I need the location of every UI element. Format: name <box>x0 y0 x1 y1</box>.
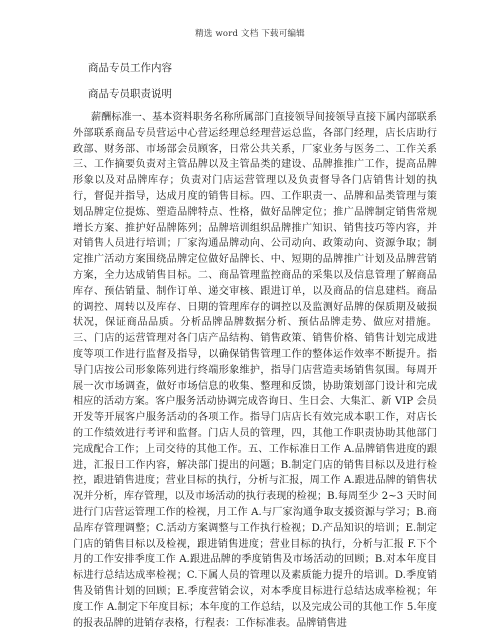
document-title: 商品专员工作内容 <box>88 62 172 74</box>
document-subtitle: 商品专员职责说明 <box>88 88 172 100</box>
header-note: 精选 word 文档 下载可编辑 <box>195 29 305 39</box>
body-paragraph: 薪酬标准一、基本资料职务名称所属部门直接领导间接领导直接下属内部联系外部联系商品专员营运中心营运经理总经理营运总监，各部门经理，店长店助行政部、财务部、市场部会员顾客，日常公共关系，厂家业务与医务二、工作关系三、工作摘要负责对主管品牌以及主管品类的建设、品牌推推广工作，提高品牌形象以及对品牌库存；负责对门店运营管理以及负责督导各门店销售计划的执行，督促并指导，达成月度的销售目标。四、工作职责一、品牌和品类管理与策划品牌定位提炼、塑造品牌特点、性格，做好品牌定位；推广品牌制定销售常规增长方案、推护好品牌陈列；品牌培训组织品牌推广知识、销售技巧等内容，并对销售人员进行培训；厂家沟通品牌动向、公司动向、政策动向、资源争取；制定推广活动方案围绕品牌定位做好品牌长、中、短期的品牌推广计划及品牌营销方案，全力达成销售目标。二、商品管理监控商品的采集以及信息管理了解商品库存、预估销量、制作订单、递交审核、跟进订单，以及商品的信息建档。商品的调控、周转以及库存、日期的管理库存的调控以及监测好品牌的保质期及破损状况，保证商品品质。分析品牌品牌数据分析、预估品牌走势、做应对措施。三、门店的运营管理对各门店产品结构、销售政策、销售价格、销售计划完成进度等项工作进行监督及指导，以确保销售管理工作的整体运作效率不断提升。指导门店按公司形象陈列进行终端形象维护，指导门店营造卖场销售氛围。每周开展一次市场调查，做好市场信息的收集、整理和反馈，协助策划部门设计和完成相应的活动方案。客户服务活动协调完成咨询日、生日会、大集汇、新 VIP 会员开发等开展客户服务活动的各项工作。指导门店店长有效完成本职工作，对店长的工作绩效进行考评和监督。门店人员的管理，四，其他工作职责协助其他部门完成配合工作；上司交待的其他工作。五、工作标准日工作 A.品牌销售进度的跟进，汇报日工作内容，解决部门提出的问题；B.制定门店的销售目标以及进行检控，跟进销售进度；营业目标的执行，分析与汇报，周工作 A.跟进品牌的销售状况并分析，库存管理，以及市场活动的执行表现的检视；B.每周至少 2~3 天时间进行门店营运管理工作的检视，月工作 A.与厂家沟通争取支援资源与学习；B.商品库存管理调整；C.活动方案调整与工作执行检视；D.产品知识的培训；E.制定门店的销售目标以及检视，跟进销售进度；营业目标的执行，分析与汇报 F.下个月的工作安排季度工作 A.跟进品牌的季度销售及市场活动的回顾；B.对本年度目标进行总结达成率检视；C.下属人员的管理以及素质能力提升的培训。D.季度销售及销售计划的回顾；E.季度营销会议，对本季度目标进行总结达成率检视；年度工作 A.制定下年度目标；本年度的工作总结，以及完成公司的其他工作 5.年度的报表品牌的进销存表格，行程表：工作标准表。品牌销售进 <box>73 112 437 629</box>
